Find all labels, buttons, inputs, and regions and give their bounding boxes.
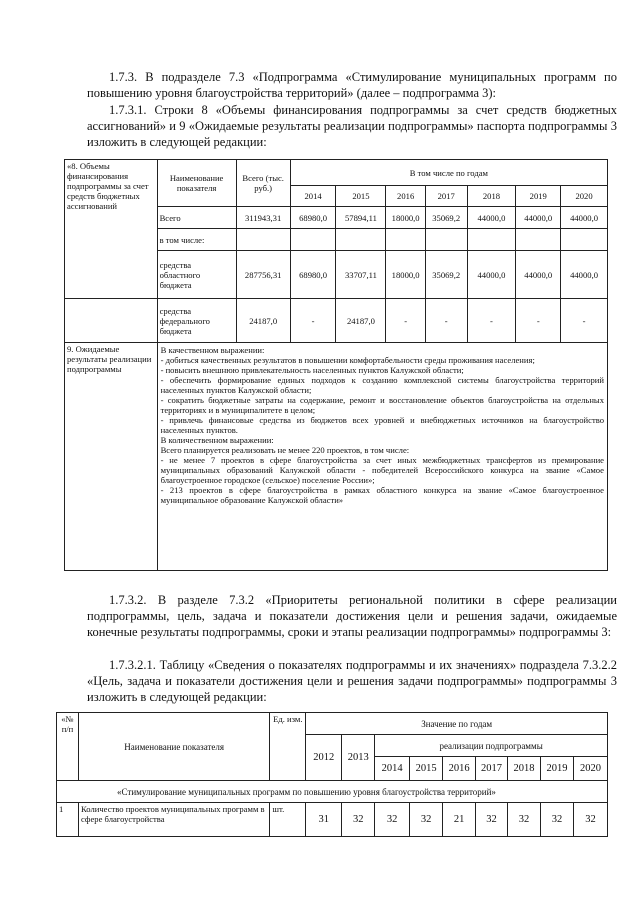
row9-line: - не менее 7 проектов в сфере благоустройства за счет иных межбюджетных трансфертов из премирование муниципальных образований Калужской области - победителей Всероссийского конкурса на звание «Самое благоустроенное городское (сельское) поселение России»; <box>160 455 604 485</box>
col-total-header: Всего (тыс. руб.) <box>236 160 290 207</box>
row-name: в том числе: <box>157 229 236 251</box>
cell-value: 18000,0 <box>386 251 426 299</box>
year-header: 2017 <box>476 757 508 781</box>
cell-value: 32 <box>508 803 541 837</box>
col-name-header: Наименование показателя <box>157 160 236 207</box>
cell-value: 44000,0 <box>561 207 608 229</box>
cell-value: - <box>386 299 426 343</box>
section-title: «Стимулирование муниципальных программ по повышению уровня благоустройства территорий» <box>57 781 608 803</box>
row9-line: - привлечь финансовые средства из бюджетов всех уровней и внебюджетных источников на благоустройство населенных пунктов. <box>160 415 604 435</box>
year-header: 2019 <box>540 757 573 781</box>
cell-value: 35069,2 <box>425 207 467 229</box>
cell-value: 35069,2 <box>425 251 467 299</box>
cell-value: 32 <box>573 803 607 837</box>
row-name: средства федерального бюджета <box>157 299 236 343</box>
year-header: 2018 <box>508 757 541 781</box>
cell-value: 44000,0 <box>467 207 516 229</box>
cell-value: 32 <box>342 803 375 837</box>
table-row <box>57 803 608 837</box>
cell-value: 44000,0 <box>561 251 608 299</box>
year-header: 2014 <box>290 186 336 207</box>
year-header: 2013 <box>342 735 375 781</box>
paragraph-1-7-3-1: 1.7.3.1. Строки 8 «Объемы финансирования подпрограммы за счет средств бюджетных ассигнований» и 9 «Ожидаемые результаты реализации подпрограммы» паспорта подпрограммы 3 изложить в следующей редакции: <box>87 103 617 149</box>
col-values-header: Значение по годам <box>306 713 608 735</box>
passport-table <box>64 159 608 571</box>
table-row <box>65 299 608 343</box>
row9-line: В количественном выражении: <box>160 435 274 445</box>
cell-value: 21 <box>443 803 476 837</box>
cell-value: 18000,0 <box>386 207 426 229</box>
row9-label: 9. Ожидаемые результаты реализации подпрограммы <box>65 343 158 571</box>
row9-content <box>157 343 607 571</box>
row-name: Количество проектов муниципальных программ в сфере благоустройства <box>78 803 269 837</box>
year-header: 2015 <box>410 757 443 781</box>
cell-value: 68980,0 <box>290 207 336 229</box>
row-total: 287756,31 <box>236 251 290 299</box>
row9-line: Всего планируется реализовать не менее 220 проектов, в том числе: <box>160 445 410 455</box>
year-header: 2014 <box>375 757 410 781</box>
col-years-header: В том числе по годам <box>290 160 607 186</box>
cell-value: - <box>425 299 467 343</box>
row9-line: - повысить внешнюю привлекательность населенных пунктов Калужской области; <box>160 365 464 375</box>
cell-value: 33707,11 <box>336 251 386 299</box>
cell-value: 31 <box>306 803 342 837</box>
year-header: 2017 <box>425 186 467 207</box>
cell-value: 32 <box>375 803 410 837</box>
cell-value: 24187,0 <box>336 299 386 343</box>
cell-value: 32 <box>410 803 443 837</box>
row9-line: - обеспечить формирование единых подходов к созданию комплексной системы благоустройства территорий населенных пунктов Калужской области; <box>160 375 604 395</box>
paragraph-1-7-3-2-1: 1.7.3.2.1. Таблицу «Сведения о показателях подпрограммы и их значениях» подраздела 7.3.2.2 «Цель, задача и показатели достижения цели и решения задачи подпрограммы» подпрограммы 3 изложить в следующей редакции: <box>87 658 617 704</box>
cell-value: 32 <box>540 803 573 837</box>
year-header: 2016 <box>386 186 426 207</box>
cell-value: 44000,0 <box>516 207 561 229</box>
row9-line: - 213 проектов в сфере благоустройства в рамках областного конкурса на звание «Самое благоустроенное муниципальное образование Калужской области» <box>160 485 604 505</box>
cell-value: - <box>516 299 561 343</box>
year-header: 2020 <box>573 757 607 781</box>
row9-line: - добиться качественных результатов в повышении комфортабельности среды проживания населения; <box>160 355 535 365</box>
year-header: 2018 <box>467 186 516 207</box>
paragraph-1-7-3-2: 1.7.3.2. В разделе 7.3.2 «Приоритеты региональной политики в сфере реализации подпрограммы, цель, задача и показатели достижения цели и решения задачи, ожидаемые конечные результаты подпрограммы, сроки и этапы реализации подпрограммы» подпрограммы 3: <box>87 593 617 639</box>
cell-value: 57894,11 <box>336 207 386 229</box>
col-impl-header: реализации подпрограммы <box>375 735 608 757</box>
row-total: 24187,0 <box>236 299 290 343</box>
row-unit: шт. <box>270 803 306 837</box>
cell-value: 68980,0 <box>290 251 336 299</box>
col-unit-header: Ед. изм. <box>270 713 306 781</box>
col-indicator-header: Наименование показателя <box>78 713 269 781</box>
indicators-table <box>56 712 608 837</box>
cell-value: - <box>467 299 516 343</box>
row-total: 311943,31 <box>236 207 290 229</box>
cell-value: 32 <box>476 803 508 837</box>
cell-value: - <box>561 299 608 343</box>
row9-line: В качественном выражении: <box>160 345 265 355</box>
cell-value: 44000,0 <box>467 251 516 299</box>
year-header: 2016 <box>443 757 476 781</box>
row8-label: «8. Объемы финансирования подпрограммы за счет средств бюджетных ассигнований <box>65 160 158 299</box>
row-name: Всего <box>157 207 236 229</box>
paragraph-1-7-3: 1.7.3. В подразделе 7.3 «Подпрограмма «Стимулирование муниципальных программ по повышению уровня благоустройства территорий» (далее – подпрограмма 3): <box>87 70 617 100</box>
year-header: 2012 <box>306 735 342 781</box>
year-header: 2019 <box>516 186 561 207</box>
col-num-header: «№ п/п <box>57 713 79 781</box>
year-header: 2015 <box>336 186 386 207</box>
year-header: 2020 <box>561 186 608 207</box>
cell-value: 44000,0 <box>516 251 561 299</box>
row-num: 1 <box>57 803 79 837</box>
row9-line: - сократить бюджетные затраты на содержание, ремонт и восстановление объектов благоустройства на отдельных территориях и в муниципалитете в целом; <box>160 395 604 415</box>
cell-value: - <box>290 299 336 343</box>
row-name: средства областного бюджета <box>157 251 236 299</box>
